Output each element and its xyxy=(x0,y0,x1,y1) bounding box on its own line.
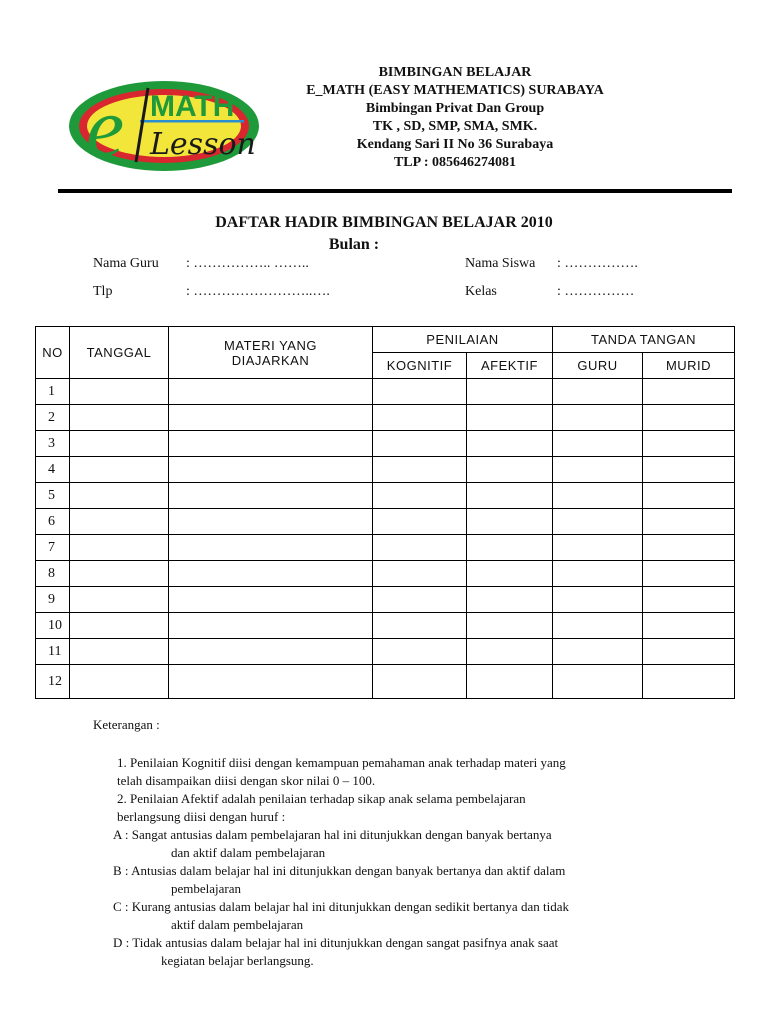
cell-kognitif[interactable] xyxy=(373,665,467,699)
note-line: D : Tidak antusias dalam belajar hal ini ditunjukkan dengan sangat pasifnya anak saat xyxy=(113,935,559,950)
note-continuation: berlangsung diisi dengan huruf : xyxy=(117,809,286,824)
cell-tanggal[interactable] xyxy=(70,613,169,639)
cell-kognitif[interactable] xyxy=(373,483,467,509)
col-header-no: NO xyxy=(36,327,70,379)
cell-materi[interactable] xyxy=(169,457,373,483)
cell-afektif[interactable] xyxy=(467,639,553,665)
cell-murid[interactable] xyxy=(643,639,735,665)
class-label: Kelas xyxy=(465,284,497,299)
cell-no: 11 xyxy=(36,639,70,665)
cell-afektif[interactable] xyxy=(467,535,553,561)
cell-murid[interactable] xyxy=(643,665,735,699)
cell-murid[interactable] xyxy=(643,457,735,483)
cell-tanggal[interactable] xyxy=(70,405,169,431)
cell-afektif[interactable] xyxy=(467,613,553,639)
cell-murid[interactable] xyxy=(643,483,735,509)
cell-murid[interactable] xyxy=(643,431,735,457)
org-address: Kendang Sari II No 36 Surabaya xyxy=(356,137,554,152)
cell-materi[interactable] xyxy=(169,535,373,561)
cell-no: 8 xyxy=(36,561,70,587)
teacher-name-field[interactable]: : …………….. …….. xyxy=(186,256,309,271)
note-item xyxy=(93,898,693,934)
cell-kognitif[interactable] xyxy=(373,457,467,483)
col-header-materi xyxy=(169,327,373,379)
col-header-kognitif: KOGNITIF xyxy=(373,353,467,379)
cell-kognitif[interactable] xyxy=(373,639,467,665)
cell-kognitif[interactable] xyxy=(373,405,467,431)
document-title: DAFTAR HADIR BIMBINGAN BELAJAR 2010 xyxy=(215,214,553,231)
cell-materi[interactable] xyxy=(169,587,373,613)
cell-murid[interactable] xyxy=(643,379,735,405)
cell-materi[interactable] xyxy=(169,639,373,665)
note-line: C : Kurang antusias dalam belajar hal ini ditunjukkan dengan sedikit bertanya dan tidak xyxy=(113,899,569,914)
note-continuation: dan aktif dalam pembelajaran xyxy=(171,845,326,860)
note-item xyxy=(93,862,693,898)
emath-lesson-logo xyxy=(66,78,262,174)
cell-tanggal[interactable] xyxy=(70,535,169,561)
cell-afektif[interactable] xyxy=(467,509,553,535)
cell-no: 3 xyxy=(36,431,70,457)
table-row xyxy=(36,405,735,431)
cell-murid[interactable] xyxy=(643,561,735,587)
cell-kognitif[interactable] xyxy=(373,379,467,405)
cell-tanggal[interactable] xyxy=(70,639,169,665)
col-header-tanggal: TANGGAL xyxy=(70,327,169,379)
col-header-afektif: AFEKTIF xyxy=(467,353,553,379)
org-full-name: E_MATH (EASY MATHEMATICS) SURABAYA xyxy=(306,83,604,98)
org-name: BIMBINGAN BELAJAR xyxy=(378,65,532,80)
logo-math-text: MATH xyxy=(150,90,235,123)
table-row xyxy=(36,665,735,699)
table-row xyxy=(36,431,735,457)
cell-guru[interactable] xyxy=(553,457,643,483)
cell-guru[interactable] xyxy=(553,431,643,457)
cell-murid[interactable] xyxy=(643,535,735,561)
org-phone: TLP : 085646274081 xyxy=(393,155,517,170)
cell-materi[interactable] xyxy=(169,379,373,405)
table-row xyxy=(36,613,735,639)
table-row xyxy=(36,535,735,561)
cell-no: 4 xyxy=(36,457,70,483)
cell-kognitif[interactable] xyxy=(373,613,467,639)
cell-guru[interactable] xyxy=(553,483,643,509)
col-header-penilaian: PENILAIAN xyxy=(373,327,553,353)
cell-tanggal[interactable] xyxy=(70,665,169,699)
notes-heading: Keterangan : xyxy=(93,717,160,732)
col-header-materi-line2: DIAJARKAN xyxy=(231,352,310,368)
col-header-murid: MURID xyxy=(643,353,735,379)
table-row xyxy=(36,509,735,535)
note-item xyxy=(93,754,693,790)
logo-e-letter: e xyxy=(86,79,125,174)
cell-kognitif[interactable] xyxy=(373,509,467,535)
cell-kognitif[interactable] xyxy=(373,535,467,561)
month-label: Bulan : xyxy=(328,236,380,253)
phone-label: Tlp xyxy=(93,284,113,299)
cell-murid[interactable] xyxy=(643,587,735,613)
cell-guru[interactable] xyxy=(553,587,643,613)
col-header-tanda-tangan: TANDA TANGAN xyxy=(553,327,735,353)
note-item xyxy=(93,826,693,862)
note-continuation: pembelajaran xyxy=(171,881,242,896)
cell-afektif[interactable] xyxy=(467,379,553,405)
cell-afektif[interactable] xyxy=(467,587,553,613)
table-row xyxy=(36,483,735,509)
cell-guru[interactable] xyxy=(553,561,643,587)
attendance-table xyxy=(35,326,735,699)
cell-tanggal[interactable] xyxy=(70,483,169,509)
cell-materi[interactable] xyxy=(169,431,373,457)
cell-materi[interactable] xyxy=(169,613,373,639)
note-line: 2. Penilaian Afektif adalah penilaian terhadap sikap anak selama pembelajaran xyxy=(117,791,526,806)
note-item xyxy=(93,934,693,970)
cell-materi[interactable] xyxy=(169,405,373,431)
cell-afektif[interactable] xyxy=(467,483,553,509)
cell-afektif[interactable] xyxy=(467,457,553,483)
cell-murid[interactable] xyxy=(643,509,735,535)
teacher-name-label: Nama Guru xyxy=(93,256,159,271)
cell-tanggal[interactable] xyxy=(70,587,169,613)
cell-tanggal[interactable] xyxy=(70,457,169,483)
cell-no: 1 xyxy=(36,379,70,405)
cell-no: 5 xyxy=(36,483,70,509)
cell-afektif[interactable] xyxy=(467,561,553,587)
note-line: B : Antusias dalam belajar hal ini ditunjukkan dengan banyak bertanya dan aktif dalam xyxy=(113,863,566,878)
cell-no: 12 xyxy=(36,665,70,699)
cell-guru[interactable] xyxy=(553,639,643,665)
cell-guru[interactable] xyxy=(553,665,643,699)
table-row xyxy=(36,457,735,483)
cell-guru[interactable] xyxy=(553,509,643,535)
org-levels: TK , SD, SMP, SMA, SMK. xyxy=(372,119,538,134)
cell-materi[interactable] xyxy=(169,483,373,509)
note-line: 1. Penilaian Kognitif diisi dengan kemampuan pemahaman anak terhadap materi yang xyxy=(117,755,566,770)
notes-list xyxy=(93,754,693,970)
note-line: A : Sangat antusias dalam pembelajaran hal ini ditunjukkan dengan banyak bertanya xyxy=(113,827,552,842)
student-name-label: Nama Siswa xyxy=(465,256,536,271)
phone-field[interactable]: : ……………………..…. xyxy=(186,284,330,299)
cell-guru[interactable] xyxy=(553,535,643,561)
note-continuation: aktif dalam pembelajaran xyxy=(171,917,304,932)
cell-murid[interactable] xyxy=(643,405,735,431)
class-field[interactable]: : …………… xyxy=(557,284,635,299)
cell-materi[interactable] xyxy=(169,509,373,535)
cell-guru[interactable] xyxy=(553,379,643,405)
cell-tanggal[interactable] xyxy=(70,431,169,457)
table-row xyxy=(36,587,735,613)
cell-no: 2 xyxy=(36,405,70,431)
cell-no: 9 xyxy=(36,587,70,613)
cell-no: 10 xyxy=(36,613,70,639)
note-continuation: kegiatan belajar berlangsung. xyxy=(161,953,314,968)
cell-tanggal[interactable] xyxy=(70,509,169,535)
col-header-materi-line1: MATERI YANG xyxy=(224,337,317,353)
cell-no: 7 xyxy=(36,535,70,561)
cell-afektif[interactable] xyxy=(467,405,553,431)
cell-afektif[interactable] xyxy=(467,665,553,699)
cell-tanggal[interactable] xyxy=(70,379,169,405)
table-row xyxy=(36,561,735,587)
cell-materi[interactable] xyxy=(169,665,373,699)
table-row xyxy=(36,639,735,665)
table-row xyxy=(36,379,735,405)
note-continuation: telah disampaikan diisi dengan skor nilai 0 – 100. xyxy=(117,773,376,788)
cell-guru[interactable] xyxy=(553,613,643,639)
cell-materi[interactable] xyxy=(169,561,373,587)
cell-murid[interactable] xyxy=(643,613,735,639)
cell-no: 6 xyxy=(36,509,70,535)
col-header-guru: GURU xyxy=(553,353,643,379)
cell-kognitif[interactable] xyxy=(373,561,467,587)
org-tagline: Bimbingan Privat Dan Group xyxy=(365,101,545,116)
note-item xyxy=(93,790,693,826)
student-name-field[interactable]: : ……………. xyxy=(557,256,638,271)
logo-lesson-text: Lesson xyxy=(150,127,256,162)
cell-tanggal[interactable] xyxy=(70,561,169,587)
cell-guru[interactable] xyxy=(553,405,643,431)
header-divider xyxy=(58,189,732,193)
cell-afektif[interactable] xyxy=(467,431,553,457)
cell-kognitif[interactable] xyxy=(373,587,467,613)
cell-kognitif[interactable] xyxy=(373,431,467,457)
